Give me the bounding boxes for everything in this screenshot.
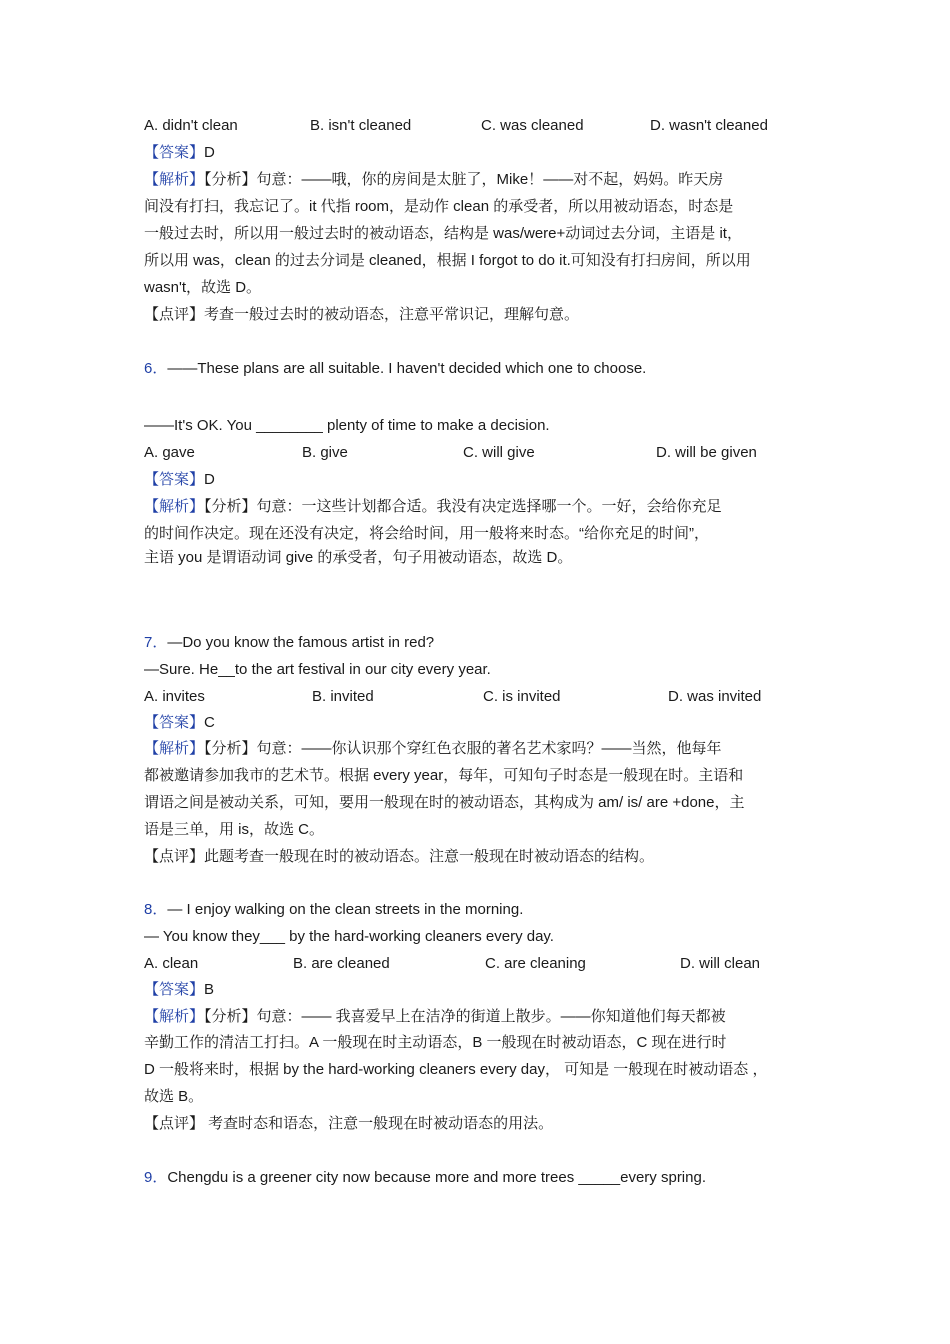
q6-option-b: B. give (302, 444, 348, 461)
q6-analysis-line: 主语 you 是谓语动词 give 的承受者，句子用被动语态，故选 D。 (144, 549, 573, 566)
q6-option-a: A. gave (144, 444, 195, 461)
q5-comment: 【点评】考查一般过去时的被动语态，注意平常识记，理解句意。 (144, 306, 580, 323)
q6-answer (144, 470, 215, 490)
q8-comment: 【点评】 考查时态和语态，注意一般现在时被动语态的用法。 (144, 1115, 554, 1132)
q8-analysis-line: D 一般将来时，根据 by the hard-working cleaners every day， 可知是 一般现在时被动语态 ， (144, 1061, 768, 1078)
answer-value: D (204, 144, 215, 161)
q6-question (144, 359, 646, 379)
question-text: every spring. (620, 1169, 706, 1186)
q5-analysis-line: wasn't，故选 D。 (144, 279, 262, 296)
answer-blank: _____ (578, 1169, 621, 1186)
analysis-text: 【分析】句意：——哦，你的房间是太脏了，Mike！——对不起，妈妈。昨天房 (204, 171, 724, 188)
question-text: Chengdu is a greener city now because more and more trees (167, 1169, 579, 1186)
q5-option-a: A. didn't clean (144, 117, 238, 134)
q5-analysis-line (144, 170, 723, 190)
analysis-text: 【分析】句意：一这些计划都合适。我没有决定选择哪一个。一好，会给你充足 (204, 498, 722, 515)
question-text: ——These plans are all suitable. I haven't decided which one to choose. (167, 360, 647, 377)
q8-line2 (144, 927, 554, 947)
answer-blank: __ (218, 661, 235, 678)
q8-option-c: C. are cleaning (485, 955, 586, 972)
q6-analysis-line (144, 497, 722, 517)
q5-analysis-line: 间没有打扫，我忘记了。it 代指 room，是动作 clean 的承受者，所以用被动语态，时态是 (144, 198, 734, 215)
analysis-tag: 【解析】 (144, 1008, 205, 1025)
answer-tag: 【答案】 (144, 981, 205, 998)
answer-tag: 【答案】 (144, 471, 205, 488)
q5-analysis-line: 所以用 was，clean 的过去分词是 cleaned，根据 I forgot to do it.可知没有打扫房间，所以用 (144, 252, 751, 269)
analysis-tag: 【解析】 (144, 171, 205, 188)
answer-value: B (204, 981, 215, 998)
question-text: —Do you know the famous artist in red? (167, 634, 435, 651)
q6-analysis-line: 的时间作决定。现在还没有决定，将会给时间，用一般将来时态。“给你充足的时间”， (144, 525, 709, 542)
answer-blank: ___ (259, 928, 285, 945)
analysis-text: 【分析】句意：—— 我喜爱早上在洁净的街道上散步。——你知道他们每天都被 (204, 1008, 726, 1025)
q7-line2 (144, 660, 491, 680)
question-text: — I enjoy walking on the clean streets in the morning. (167, 901, 524, 918)
q5-option-c: C. was cleaned (481, 117, 584, 134)
answer-value: D (204, 471, 215, 488)
q7-answer (144, 713, 215, 733)
q8-analysis-line: 辛勤工作的清洁工打扫。A 一般现在时主动语态，B 一般现在时被动语态，C 现在进行时 (144, 1034, 727, 1051)
line-text: by the hard-working cleaners every day. (284, 928, 554, 945)
q7-analysis-line: 语是三单，用 is，故选 C。 (144, 821, 325, 838)
q5-option-d: D. wasn't cleaned (650, 117, 768, 134)
question-number: 7． (144, 634, 168, 651)
question-number: 9． (144, 1169, 168, 1186)
q5-answer (144, 143, 215, 163)
q7-option-a: A. invites (144, 688, 205, 705)
q5-option-b: B. isn't cleaned (310, 117, 412, 134)
q8-answer (144, 980, 214, 1000)
analysis-text: 【分析】句意：——你认识那个穿红色衣服的著名艺术家吗？——当然，他每年 (204, 740, 722, 757)
line-text: to the art festival in our city every year. (234, 661, 491, 678)
line-text: — You know they (144, 928, 260, 945)
q6-line2: ——It's OK. You ________ plenty of time to make a decision. (144, 417, 550, 434)
q7-analysis-line (144, 739, 722, 759)
question-number: 6． (144, 360, 168, 377)
q8-option-b: B. are cleaned (293, 955, 390, 972)
question-number: 8． (144, 901, 168, 918)
q7-question (144, 633, 434, 653)
q7-analysis-line: 谓语之间是被动关系，可知，要用一般现在时的被动语态，其构成为 am/ is/ are +done，主 (144, 794, 745, 811)
answer-tag: 【答案】 (144, 714, 205, 731)
q6-option-c: C. will give (463, 444, 535, 461)
answer-value: C (204, 714, 215, 731)
q8-question (144, 900, 523, 920)
q9-question (144, 1168, 706, 1188)
q8-analysis-line (144, 1007, 726, 1027)
q7-option-d: D. was invited (668, 688, 762, 705)
q8-option-d: D. will clean (680, 955, 761, 972)
q8-analysis-line: 故选 B。 (144, 1088, 204, 1105)
q7-option-c: C. is invited (483, 688, 561, 705)
analysis-tag: 【解析】 (144, 740, 205, 757)
analysis-tag: 【解析】 (144, 498, 205, 515)
q6-option-d: D. will be given (656, 444, 757, 461)
answer-tag: 【答案】 (144, 144, 205, 161)
q5-analysis-line: 一般过去时，所以用一般过去时的被动语态，结构是 was/were+动词过去分词，主语是 it， (144, 225, 742, 242)
q7-analysis-line: 都被邀请参加我市的艺术节。根据 every year，每年，可知句子时态是一般现在时。主语和 (144, 767, 744, 784)
q7-option-b: B. invited (312, 688, 374, 705)
q8-option-a: A. clean (144, 955, 199, 972)
line-text: —Sure. He (144, 661, 219, 678)
q7-comment: 【点评】此题考查一般现在时的被动语态。注意一般现在时被动语态的结构。 (144, 848, 655, 865)
